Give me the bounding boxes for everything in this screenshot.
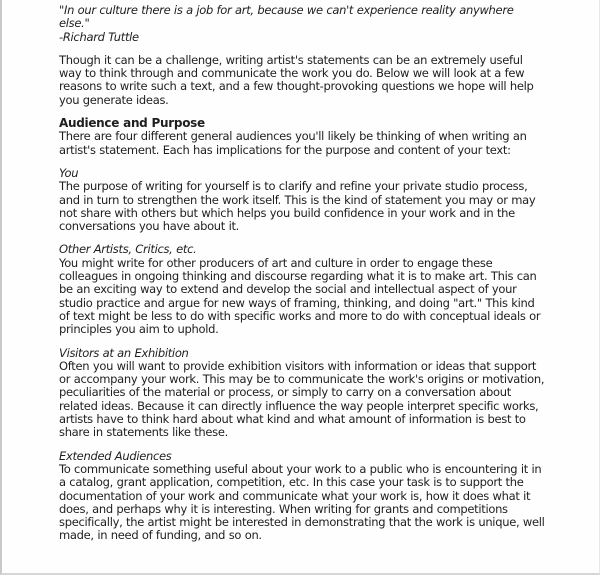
audience-body: You might write for other producers of art and culture in order to engage these colleagues in ongoing thinking and discourse regarding what it is to make art. This can be an exciting way to extend and develop the social and intellectual aspect of your studio practice and argue for new ways of framing, thinking, and doing "art." This kind of text might be less to do with specific works and more to do with conceptual ideals or principles you aim to uphold. <box>59 255 541 337</box>
audience-title: Extended Audiences <box>59 448 172 463</box>
quote-text: "In our culture there is a job for art, because we can't experience reality anywhere else." <box>59 3 514 31</box>
audience-section-extended <box>59 450 546 543</box>
section-heading: Audience and Purpose <box>59 116 205 131</box>
audience-title: Visitors at an Exhibition <box>59 345 189 360</box>
audience-section-you <box>59 167 546 233</box>
intro-paragraph: Though it can be a challenge, writing artist's statements can be an extremely useful way to think through and communicate the work you do. Below we will look at a few reasons to write such a text, and a few thought-provoking questions we hope will help you generate ideas. <box>59 52 534 107</box>
audience-title: You <box>59 165 79 180</box>
audience-section-other-artists <box>59 243 546 336</box>
audience-body: Often you will want to provide exhibition visitors with information or ideas that support or accompany your work. This may be to communicate the work's origins or motivation, peculiarities of the material or process, or simply to carry on a conversation about related ideas. Because it can directly influence the way people interpret specific works, artists have to think hard about what kind and what amount of information is best to share in statements like these. <box>59 358 545 440</box>
audience-title: Other Artists, Critics, etc. <box>59 242 197 257</box>
section-intro: There are four different general audiences you'll likely be thinking of when writing an artist's statement. Each has implications for the purpose and content of your text: <box>59 129 527 157</box>
quote-attribution: -Richard Tuttle <box>59 29 139 44</box>
audience-body: The purpose of writing for yourself is to clarify and refine your private studio process, and in turn to strengthen the work itself. This is the kind of statement you may or may not share with others but which helps you build confidence in your work and in the conversations you have about it. <box>59 179 536 234</box>
audience-section-visitors <box>59 347 546 440</box>
audience-body: To communicate something useful about your work to a public who is encountering it in a catalog, grant application, competition, etc. In this case your task is to support the documentation of your work and communicate what your work is, how it does what it does, and perhaps why it is interesting. When writing for grants and competitions specifically, the artist might be interested in demonstrating that the work is unique, well made, in need of funding, and so on. <box>59 461 545 543</box>
